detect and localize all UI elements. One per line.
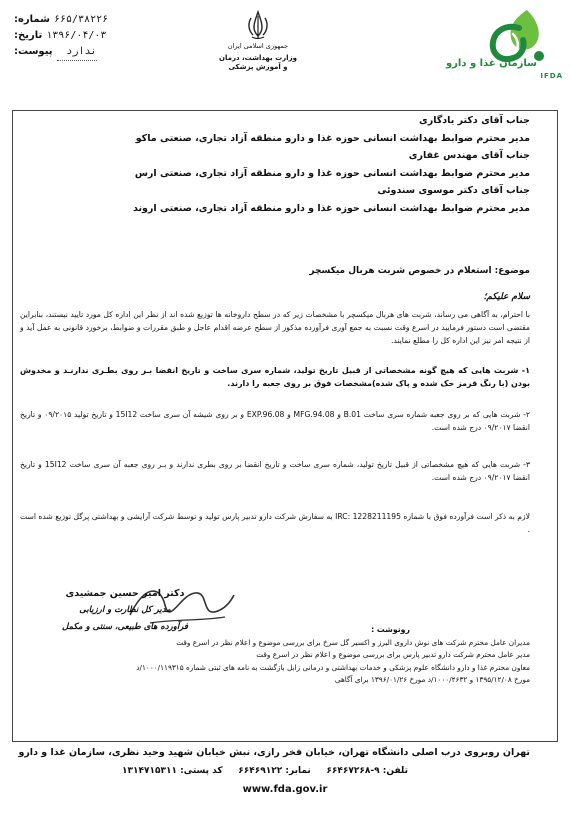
ministry-name-line1: وزارت بهداشت، درمان [219, 54, 297, 62]
signatory-name: دکتر امیر حسین جمشیدی [65, 588, 185, 599]
footer-fax: نمابر: ۶۶۴۶۹۱۲۲ [238, 766, 311, 776]
addressee-block [14, 112, 530, 217]
letter-subject: موضوع: استعلام در خصوص شربت هربال میکسچر [309, 266, 530, 276]
letter-greeting: سلام علیکم؛ [483, 292, 530, 302]
footer-postal-code: کد پستی: ۱۳۱۴۷۱۵۳۱۱ [122, 766, 223, 776]
addressee-line: جناب آقای مهندس غفاری [408, 150, 530, 161]
footer-address: تهران روبروی درب اصلی دانشگاه تهران، خیابان فخر رازی، نبش خیابان شهید وحید نظری، سازمان غذا و دارو [18, 747, 530, 758]
letter-number-label: شماره: [14, 14, 50, 25]
ministry-name-line2: و آموزش پزشکی [228, 63, 288, 71]
letter-attachment-label: پیوست: [14, 46, 53, 57]
body-item-3: ۳- شربت هایی که هیچ مشخصاتی از قبیل تاریخ تولید، شماره سری ساخت و تاریخ انقضا بر روی بطری ندارند و بـر روی جعبه آن سری ساخت 15I12 و تاریخ انقضا ۰۹/۲۰۱۷ درج شده است. [20, 460, 530, 482]
iran-emblem-icon [245, 10, 271, 40]
cc-line: معاون محترم غذا و دارو دانشگاه علوم پزشکی و خدمات بهداشتی و درمانی زابل بازگشت به نامه های ثبتی شماره ۱۰۰۰/۱۱۹۳۱۵/د [136, 662, 530, 672]
cc-block [20, 624, 530, 687]
letter-footer [12, 744, 558, 800]
body-intro: با احترام، به آگاهی می رساند، شربت های هربال میکسچر با مشخصات زیر که در سطح داروخانه ها توزیع شده اند از نظر این اداره کل مورد تایید نیستند، بنابراین مقتضی است دستور فرمایید در اسرع وقت نسبت به جمع آوری فرآورده مذکور از سطح عرضه اقدام عاجل و طبق مقررات و ضوابط، برخورد قانونی به عمل آید و از نتیجه امر نیز این اداره کل را مطلع نمایند. [20, 310, 530, 345]
addressee-line: مدیر محترم ضوابط بهداشت انسانی حوزه غذا و دارو منطقه آزاد تجاری، صنعتی ماکو [135, 132, 530, 144]
ministry-block [203, 10, 313, 72]
cc-line: مدیران عامل محترم شرکت های نوش داروی البرز و اکسیر گل سرخ برای بررسی موضوع و اعلام نظر در اسرع وقت [176, 637, 530, 647]
ifda-abbreviation: IFDA [540, 72, 563, 80]
signatory-title-2: فرآورده های طبیعی، سنتی و مکمل [62, 622, 188, 632]
letter-attachment: ندارد [57, 44, 97, 61]
letter-date-row [14, 28, 164, 44]
body-item-2: ۲- شربت هایی که بر روی جعبه شماره سری ساخت B.01 و MFG.94.08 و EXP.96.08 و بر روی شیشه آن سری ساخت 15I12 و تاریخ تولید ۰۹/۲۰۱۵ و تاریخ انقضا ۰۹/۲۰۱۷ درج شده است. [20, 410, 531, 432]
letter-number: ۶۶۵/۳۸۲۲۶ [53, 14, 109, 25]
letter-attachment-row [14, 44, 164, 61]
body-item-1: ۱- شربت هایی که هیچ گونه مشخصاتی از قبیل تاریخ تولید، شماره سری ساخت و تاریخ انقضا بـر روی بطـری ندارنـد و مخدوش بودن (با رنگ قرمز حک شده و پاک شده)مشخصات فوق بر روی جعبه را دارند. [20, 366, 530, 388]
letter-number-row [14, 12, 164, 28]
addressee-line: مدیر محترم ضوابط بهداشت انسانی حوزه غذا و دارو منطقه آزاد تجاری، صنعتی اروند [132, 202, 530, 214]
ifda-org-name: سازمان غذا و دارو [445, 58, 537, 69]
signatory-title-1: مدیر کل نظارت و ارزیابی [79, 605, 171, 615]
footer-contact [12, 762, 558, 780]
letter-meta [14, 12, 164, 61]
footer-phone: تلفن: ۹-۶۶۴۶۷۲۶۸ [326, 766, 408, 776]
footer-website-link[interactable]: www.fda.gov.ir [242, 784, 328, 795]
body-note: لازم به ذکر است فرآورده فوق با شماره IRC: 1228211195 به سفارش شرکت دارو تدبیر پارس تولید و توسط شرکت آرایشی و بهداشتی پرگل توزیع شده است . [20, 512, 530, 534]
addressee-line: جناب آقای دکتر موسوی سندوئی [377, 185, 530, 196]
republic-name: جمهوری اسلامی ایران [227, 42, 289, 50]
cc-line: مدیر عامل محترم شرکت دارو تدبیر پارس برای بررسی موضوع و اعلام نظر در اسرع وقت [256, 650, 530, 659]
letter-date-label: تاریخ: [14, 30, 43, 41]
cc-heading: رونوشت : [371, 625, 410, 634]
letter-date: ۱۳۹۶/۰۴/۰۳ [46, 30, 107, 41]
cc-line: مورخ ۱۳۹۵/۱۲/۰۸ و ۱۰۰۰/۴۶۳۲/د مورخ ۱۳۹۶/۰۱/۲۶ برای آگاهی [334, 675, 530, 684]
addressee-line: مدیر محترم ضوابط بهداشت انسانی حوزه غذا و دارو منطقه آزاد تجاری، صنعتی ارس [134, 167, 530, 179]
addressee-line: جناب آقای دکتر یادگاری [419, 115, 530, 126]
